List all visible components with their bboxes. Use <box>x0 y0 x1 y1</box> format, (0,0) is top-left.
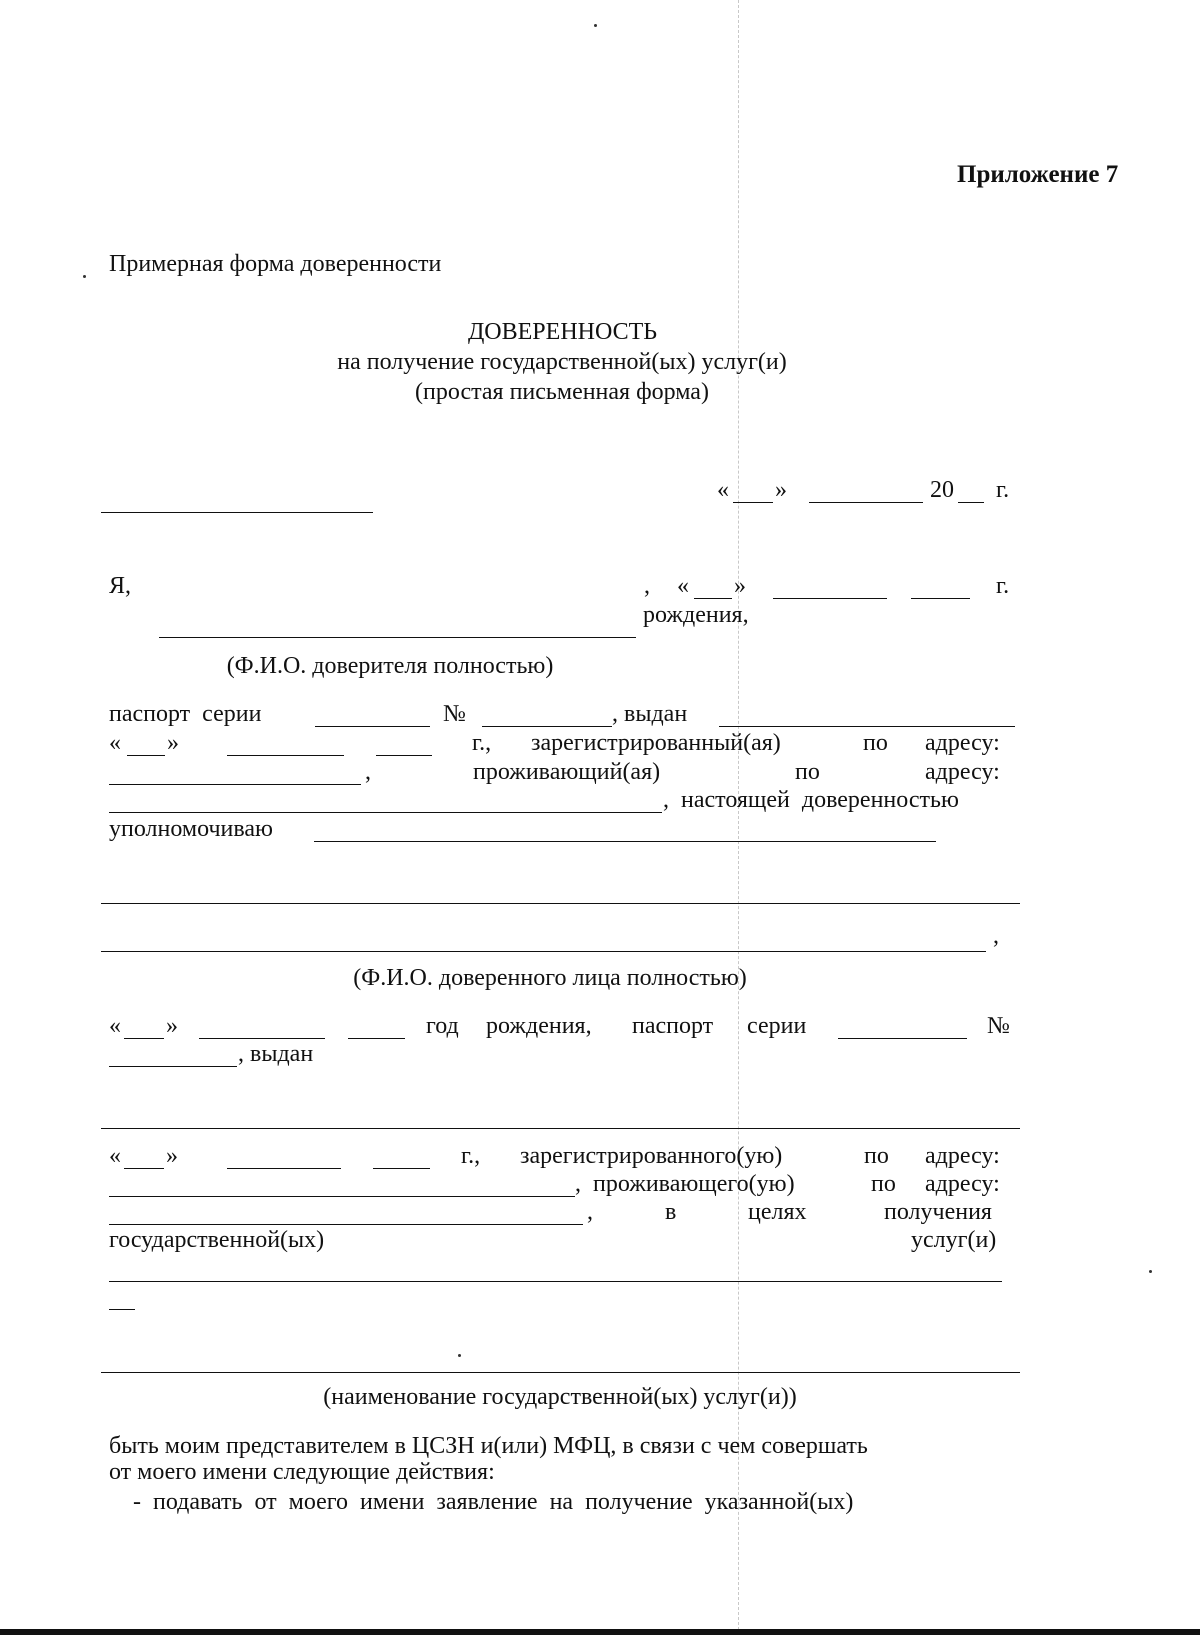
passport-number-sign: № <box>443 701 466 727</box>
registered-comma: , <box>365 759 371 785</box>
attorney-issued-blank <box>101 1128 1020 1129</box>
passport-day-blank <box>127 755 165 756</box>
scan-speck <box>83 275 86 278</box>
place-blank <box>101 512 373 513</box>
attorney-living-label: , проживающего(ую) <box>575 1171 795 1197</box>
service-caption: (наименование государственной(ых) услуг(и)) <box>323 1384 797 1410</box>
grantor-comma: , <box>644 573 650 599</box>
attorney-caption: (Ф.И.О. доверенного лица полностью) <box>353 965 747 991</box>
attorney-living-comma: , <box>587 1199 593 1225</box>
attorney-issue-day-blank <box>124 1168 164 1169</box>
registered-address-blank <box>109 784 361 785</box>
passport-year-suffix: г., <box>472 730 492 756</box>
body-bullet-line: - подавать от моего имени заявление на получение указанной(ых) <box>133 1489 854 1515</box>
attorney-issued-label: , выдан <box>238 1041 314 1067</box>
authorize-label: уполномочиваю <box>109 816 273 842</box>
attorney-issue-quote-close: » <box>166 1143 178 1169</box>
attorney-birth-quote-close: » <box>166 1013 178 1039</box>
body-line-2: от моего имени следующие действия: <box>109 1459 495 1485</box>
purpose-goals: целях <box>748 1199 807 1225</box>
date-year-suffix: г. <box>996 477 1010 503</box>
grantor-ya: Я, <box>109 573 132 599</box>
attorney-god-label: год <box>426 1013 459 1039</box>
date-year-blank <box>958 502 984 503</box>
document-subtitle: на получение государственной(ых) услуг(и) <box>337 349 787 375</box>
service-name-blank-dash <box>109 1309 135 1310</box>
registered-address-label: адресу: <box>925 730 1000 756</box>
purpose-services-label: услуг(и) <box>911 1227 997 1253</box>
attorney-number-sign: № <box>987 1013 1010 1039</box>
scan-speck <box>458 1354 461 1357</box>
grantor-quote-open: « <box>677 573 689 599</box>
attorney-living-po: по <box>871 1171 896 1197</box>
date-month-blank <box>809 502 923 503</box>
grantor-birth-label: рождения, <box>643 602 749 628</box>
body-line-1: быть моим представителем в ЦСЗН и(или) МФЦ, в связи с чем совершать <box>109 1433 868 1459</box>
grantor-day-blank <box>694 598 732 599</box>
purpose-v: в <box>665 1199 677 1225</box>
appendix-label: Приложение 7 <box>957 161 1119 188</box>
living-label: проживающий(ая) <box>473 759 661 785</box>
attorney-series-blank <box>838 1038 967 1039</box>
passport-month-blank <box>227 755 344 756</box>
passport-issued-label: , выдан <box>612 701 688 727</box>
service-name-blank-1 <box>109 1281 1002 1282</box>
service-name-blank-2 <box>101 1372 1020 1373</box>
passport-year-blank <box>376 755 432 756</box>
grantor-caption: (Ф.И.О. доверителя полностью) <box>226 653 554 679</box>
grantor-name-blank <box>159 637 636 638</box>
grantor-quote-close: » <box>734 573 746 599</box>
date-day-blank <box>733 502 773 503</box>
document-title: ДОВЕРЕННОСТЬ <box>467 319 658 345</box>
passport-date-quote-open: « <box>109 730 121 756</box>
living-address-label: адресу: <box>925 759 1000 785</box>
authorize-text: , настоящей доверенностью <box>663 787 959 813</box>
attorney-passport-label: паспорт <box>632 1013 714 1039</box>
passport-series-blank <box>315 726 430 727</box>
attorney-registered-address-label: адресу: <box>925 1143 1000 1169</box>
attorney-birth-quote-open: « <box>109 1013 121 1039</box>
attorney-name-comma: , <box>993 923 999 949</box>
scan-speck <box>1149 1270 1152 1273</box>
attorney-series-label: серии <box>747 1013 807 1039</box>
attorney-issue-year-blank <box>373 1168 430 1169</box>
document-form-note: (простая письменная форма) <box>415 379 709 405</box>
living-address-blank <box>109 812 662 813</box>
registered-po: по <box>863 730 888 756</box>
grantor-year-suffix: г. <box>996 573 1010 599</box>
date-quote-open: « <box>717 477 729 503</box>
passport-number-blank <box>482 726 612 727</box>
attorney-birth-day-blank <box>124 1038 164 1039</box>
attorney-name-blank-2 <box>101 903 1020 904</box>
attorney-issue-month-blank <box>227 1168 341 1169</box>
attorney-birth-year-blank <box>348 1038 405 1039</box>
attorney-name-blank-3 <box>101 951 986 952</box>
form-type-label: Примерная форма доверенности <box>109 251 442 277</box>
date-year-prefix: 20 <box>930 477 954 503</box>
passport-date-quote-close: » <box>167 730 179 756</box>
attorney-registered-address-blank <box>109 1196 575 1197</box>
purpose-get: получения <box>884 1199 992 1225</box>
attorney-name-blank-1 <box>314 841 936 842</box>
scan-bottom-edge <box>0 1629 1200 1635</box>
registered-label: зарегистрированный(ая) <box>531 730 781 756</box>
grantor-year-blank <box>911 598 970 599</box>
attorney-registered-po: по <box>864 1143 889 1169</box>
passport-issued-blank <box>719 726 1015 727</box>
scan-speck <box>594 24 597 27</box>
attorney-living-address-label: адресу: <box>925 1171 1000 1197</box>
attorney-living-address-blank <box>109 1224 583 1225</box>
living-po: по <box>795 759 820 785</box>
attorney-registered-label: зарегистрированного(ую) <box>520 1143 783 1169</box>
attorney-issue-quote-open: « <box>109 1143 121 1169</box>
date-quote-close: » <box>775 477 787 503</box>
attorney-number-blank <box>109 1066 237 1067</box>
grantor-month-blank <box>773 598 887 599</box>
attorney-birth-month-blank <box>199 1038 325 1039</box>
passport-series-label: паспорт серии <box>109 701 262 727</box>
purpose-gov-label: государственной(ых) <box>109 1227 325 1253</box>
attorney-birth-label: рождения, <box>486 1013 592 1039</box>
attorney-issue-year-suffix: г., <box>461 1143 481 1169</box>
